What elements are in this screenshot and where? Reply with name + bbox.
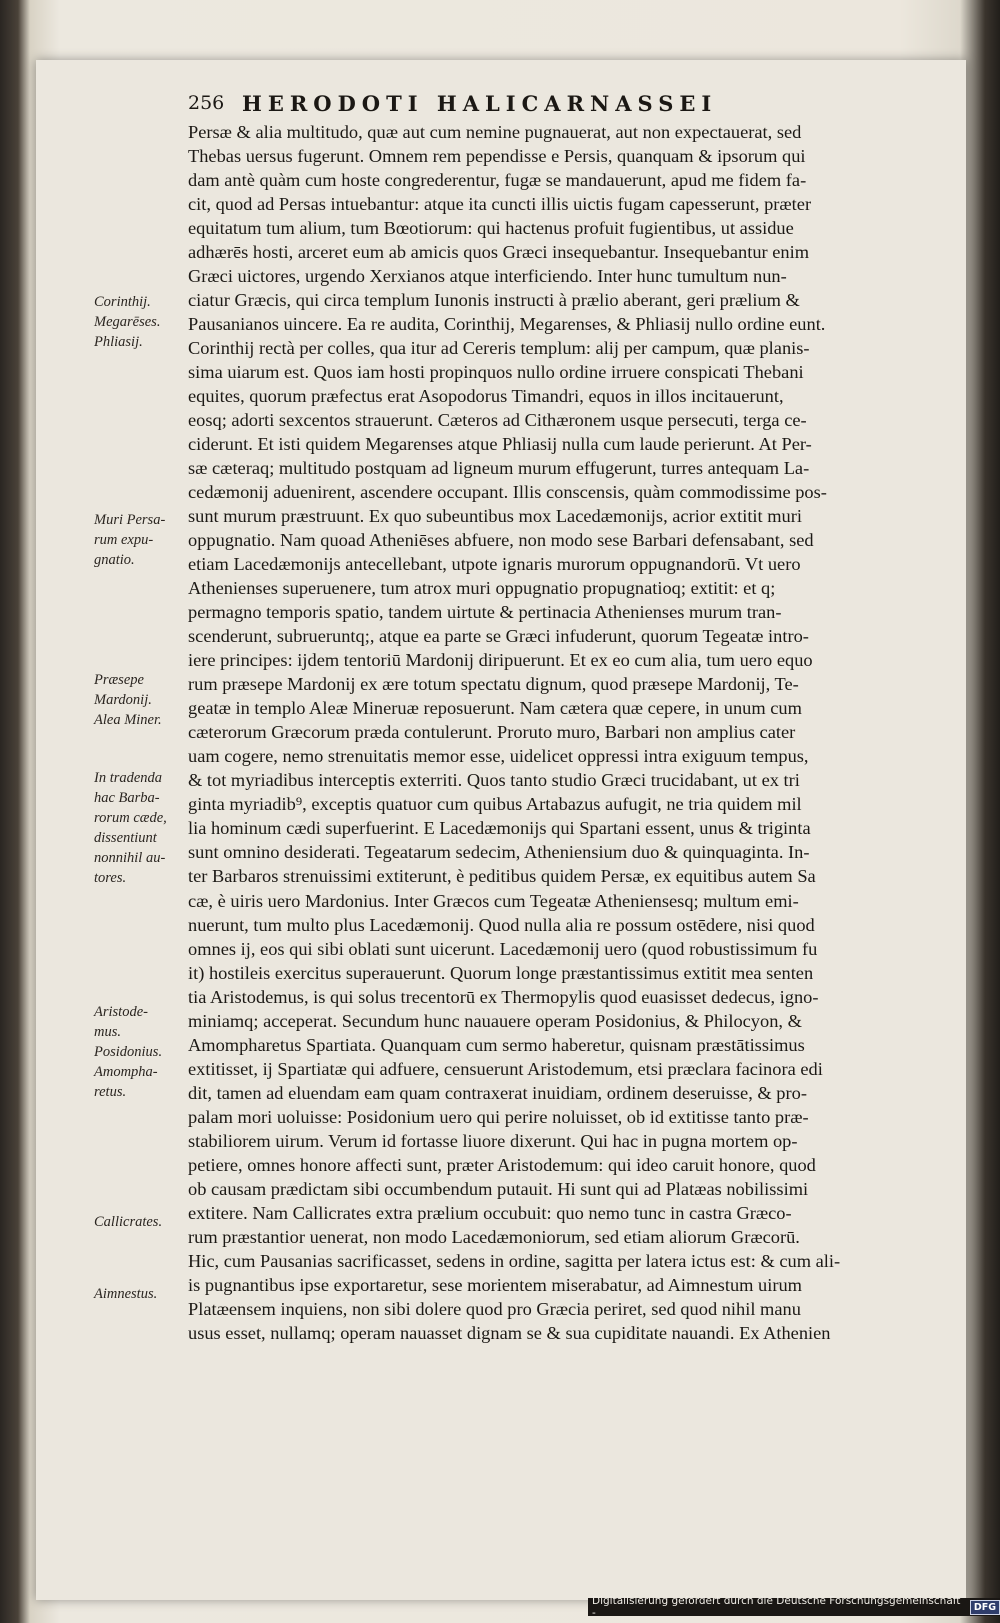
text-line: Amompharetus Spartiata. Quanquam cum sermo haberetur, quisnam præstātissimus — [188, 1034, 805, 1055]
text-line: stabiliorem uirum. Verum id fortasse liuore dixerunt. Qui hac in pugna mortem op- — [188, 1130, 798, 1151]
text-line: rum præstantior uenerat, non modo Lacedæmoniorum, sed etiam aliorum Græcorū. — [188, 1226, 800, 1247]
text-line: permagno temporis spatio, tandem uirtute & pertinacia Athenienses murum tran- — [188, 602, 782, 623]
text-line: it) hostileis exercitus superauerunt. Quorum longe præstantissimus extitit mea senten — [188, 962, 814, 983]
text-line: Corinthij rectà per colles, qua itur ad Cereris templum: alij per campum, quæ planis- — [188, 338, 810, 359]
text-line: palam mori uoluisse: Posidonium uero qui perire noluisset, ob id extitisse tanto præ- — [188, 1106, 809, 1127]
text-line: Pausanianos uincere. Ea re audita, Corinthij, Megarenses, & Phliasij nullo ordine eunt. — [188, 314, 826, 335]
running-head: HERODOTI HALICARNASSEI — [242, 90, 718, 116]
text-line: Thebas uersus fugerunt. Omnem rem pependisse e Persis, quanquam & ipsorum qui — [188, 146, 806, 167]
text-line: lia hominum cædi superfuerint. E Lacedæmonijs qui Spartani essent, unus & triginta — [188, 818, 811, 839]
margin-note-corinthii — [94, 292, 186, 352]
margin-note-line: Aristode- — [94, 1004, 148, 1020]
page-number: 256 — [188, 92, 225, 114]
margin-note-praesepe — [94, 670, 186, 730]
text-line: sunt omnino desiderati. Tegeatarum sedecim, Atheniensium duo & quinquaginta. In- — [188, 842, 810, 863]
text-line: equitatum tum alium, tum Bœotiorum: qui hactenus profuit fugientibus, ut assidue — [188, 218, 794, 239]
margin-note-aristodemus — [94, 1002, 186, 1102]
text-line: iere principes: ijdem tentoriū Mardonij diripuerunt. Et ex eo cum alia, tum uero equo — [188, 650, 813, 671]
text-line: cit, quod ad Persas intuebantur: atque ita cuncti illis uictis fugam capesserunt, præter — [188, 194, 812, 215]
dfg-logo: DFG — [970, 1600, 1000, 1615]
text-line: ginta myriadib⁹, exceptis quatuor cum quibus Artabazus aufugit, ne tria quidem mil — [188, 794, 802, 815]
text-line: Athenienses superuenere, tum atrox muri oppugnatio propugnatioq; extitit: et q; — [188, 578, 776, 599]
margin-note-muri — [94, 510, 186, 570]
margin-note-line: Callicrates. — [94, 1214, 163, 1230]
margin-note-line: Phliasij. — [94, 334, 143, 350]
margin-note-line: mus. — [94, 1024, 121, 1040]
text-line: adhærēs hosti, arceret eum ab amicis quos Græci insequebantur. Insequebantur enim — [188, 242, 810, 263]
text-line: cedæmonij aduenirent, ascendere occupant. Illis conscensis, quàm commodissime pos- — [188, 482, 827, 503]
text-line: oppugnatio. Nam quoad Atheniēses abfuere, non modo sese Barbari defensabant, sed — [188, 530, 814, 551]
text-line: extitisset, ij Spartiatæ qui adfuere, censuerunt Aristodemum, etsi præclara facinora edi — [188, 1058, 823, 1079]
text-line: ter Barbaros strenuissimi extiterunt, è peditibus quidem Persæ, ex equitibus autem Sa — [188, 866, 816, 887]
margin-note-aimnestus — [94, 1284, 186, 1304]
text-line: ciderunt. Et isti quidem Megarenses atque Phliasij nulla cum laude perierunt. At Per- — [188, 434, 812, 455]
text-line: cæterorum Græcorum præda contulerunt. Proruto muro, Barbari non amplius cater — [188, 722, 796, 743]
text-line: etiam Lacedæmonijs antecellebant, utpote ignaris murorum oppugnandorū. Vt uero — [188, 554, 801, 575]
margin-note-line: rorum cæde, — [94, 810, 167, 826]
text-line: Persæ & alia multitudo, quæ aut cum nemine pugnauerat, aut non expectauerat, sed — [188, 122, 802, 142]
text-line: equites, quorum præfectus erat Asopodorus Timandri, equos in illos incitauerunt, — [188, 386, 784, 407]
text-line: ciatur Græcis, qui circa templum Iunonis instructi à prælio aberant, geri prælium & — [188, 290, 800, 311]
margin-note-line: tores. — [94, 870, 127, 886]
margin-note-line: Amompha- — [94, 1064, 158, 1080]
text-line: is pugnantibus ipse exportaretur, sese morientem miserabatur, ad Aimnestum uirum — [188, 1274, 802, 1295]
margin-note-line: gnatio. — [94, 552, 135, 568]
text-line: sæ cæteraq; multitudo postquam ad ligneum murum effugerunt, turres antequam La- — [188, 458, 810, 479]
text-line: dit, tamen ad eluendam eam quam contraxerat inuidiam, ordinem deseruisse, & pro- — [188, 1082, 807, 1103]
text-line: cæ, è uiris uero Mardonius. Inter Græcos cum Tegeatæ Atheniensesq; multum emi- — [188, 890, 799, 911]
margin-note-line: rum expu- — [94, 532, 154, 548]
digitization-footer — [588, 1595, 1000, 1619]
main-text-column — [188, 120, 913, 1345]
margin-note-line: nonnihil au- — [94, 850, 166, 866]
text-line: sima uiarum est. Quos iam hosti propinquos nullo ordine irruere conspicati Thebani — [188, 362, 804, 383]
margin-note-line: hac Barba- — [94, 790, 160, 806]
text-line: geatæ in templo Aleæ Mineruæ reposuerunt. Nam cætera quæ cepere, in unum cum — [188, 698, 802, 719]
margin-note-tradenda — [94, 768, 186, 888]
text-line: Platæensem inquiens, non sibi dolere quod pro Græcia periret, sed quod nihil manu — [188, 1298, 801, 1319]
margin-note-line: Præsepe — [94, 672, 144, 688]
text-line: scenderunt, subrueruntq;, atque ea parte se Græci infuderunt, quorum Tegeatæ intro- — [188, 626, 809, 647]
text-line: ob causam prædictam sibi occumbendum putauit. Hi sunt qui ad Platæas nobilissimi — [188, 1178, 809, 1199]
text-line: tia Aristodemus, is qui solus trecentorū ex Thermopylis quod euasisset dedecus, igno- — [188, 986, 819, 1007]
margin-note-line: Aimnestus. — [94, 1286, 158, 1302]
text-line: Hic, cum Pausanias sacrificasset, sedens in ordine, sagitta per latera ictus est: & cum ali- — [188, 1250, 841, 1271]
margin-note-line: Corinthij. — [94, 294, 151, 310]
text-line: usus esset, nullamq; operam nauasset dignam se & sua cupiditate nauandi. Ex Athenien — [188, 1322, 831, 1343]
text-line: uam cogere, nemo strenuitatis memor esse, uidelicet oppressi intra exiguum tempus, — [188, 746, 809, 767]
margin-note-line: Alea Miner. — [94, 712, 162, 728]
page-header — [188, 88, 908, 118]
margin-note-line: Mardonij. — [94, 692, 152, 708]
text-line: extitere. Nam Callicrates extra prælium occubuit: quo nemo tunc in castra Græco- — [188, 1202, 792, 1223]
margin-note-line: retus. — [94, 1084, 127, 1100]
text-line: dam antè quàm cum hoste congrederentur, fugæ se mandauerunt, apud me fidem fa- — [188, 170, 807, 191]
text-line: Græci uictores, urgendo Xerxianos atque interficiendo. Inter hunc tumultum nun- — [188, 266, 787, 287]
margin-note-callicrates — [94, 1212, 186, 1232]
margin-note-line: dissentiunt — [94, 830, 157, 846]
text-line: nuerunt, tum multo plus Lacedæmonij. Quod nulla alia re possum ostēdere, nisi quod — [188, 914, 815, 935]
margin-note-line: In tradenda — [94, 770, 163, 786]
margin-note-line: Muri Persa- — [94, 512, 166, 528]
margin-note-line: Megarēses. — [94, 314, 161, 330]
text-line: miniamq; acceperat. Secundum hunc nauauere operam Posidonius, & Philocyon, & — [188, 1010, 802, 1031]
footer-text: Digitalisierung gefördert durch die Deutsche Forschungsgemeinschaft - — [592, 1595, 961, 1619]
margin-note-line: Posidonius. — [94, 1044, 163, 1060]
text-line: rum præsepe Mardonij ex ære totum spectatu dignum, quod præsepe Mardonij, Te- — [188, 674, 799, 695]
text-line: omnes ij, eos qui sibi oblati sunt uicerunt. Lacedæmonij uero (quod robustissimum fu — [188, 938, 818, 959]
text-line: petiere, omnes honore affecti sunt, præter Aristodemum: qui ideo caruit honore, quod — [188, 1154, 816, 1175]
text-line: eosq; adorti sexcentos strauerunt. Cæteros ad Cithæronem usque persecuti, terga ce- — [188, 410, 807, 431]
text-line: & tot myriadibus interceptis exterriti. Quos tanto studio Græci trucidabant, ut ex tri — [188, 770, 800, 791]
text-line: sunt murum præstruunt. Ex quo subeuntibus mox Lacedæmonijs, acrior extitit muri — [188, 506, 802, 527]
